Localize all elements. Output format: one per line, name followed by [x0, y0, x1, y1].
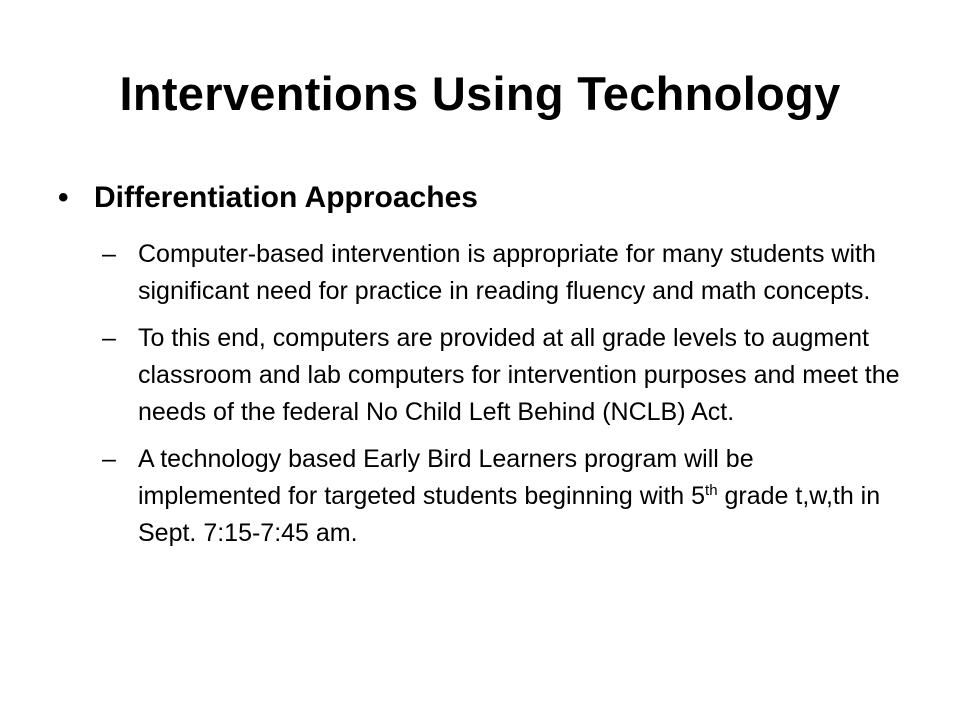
- sub-item: [102, 236, 902, 310]
- sub-item-text: [138, 441, 902, 552]
- dash-symbol: –: [102, 324, 116, 352]
- sub-item: [102, 441, 902, 552]
- sub-item: [102, 320, 902, 431]
- dash-symbol: –: [102, 445, 116, 473]
- bullet-symbol: •: [58, 181, 69, 214]
- sub-item-text: Computer-based intervention is appropriate for many students with significant need for practice in reading fluency and math concepts.: [138, 240, 876, 305]
- slide-title: Interventions Using Technology: [119, 67, 841, 120]
- bullet-item: [58, 176, 918, 220]
- sub-item-text-part: A technology based Early Bird Learners program will be implemented for targeted students beginning with 5: [138, 445, 754, 510]
- ordinal-superscript: th: [705, 482, 718, 499]
- sub-item-text-part: grade t,w,th in Sept. 7:15-7:45 am.: [138, 482, 881, 547]
- sub-list: [102, 236, 902, 562]
- sub-item-text: To this end, computers are provided at all grade levels to augment classroom and lab computers for intervention purposes and meet the needs of the federal No Child Left Behind (NCLB) Act.: [138, 324, 900, 426]
- bullet-text: Differentiation Approaches: [94, 181, 478, 214]
- dash-symbol: –: [102, 240, 116, 268]
